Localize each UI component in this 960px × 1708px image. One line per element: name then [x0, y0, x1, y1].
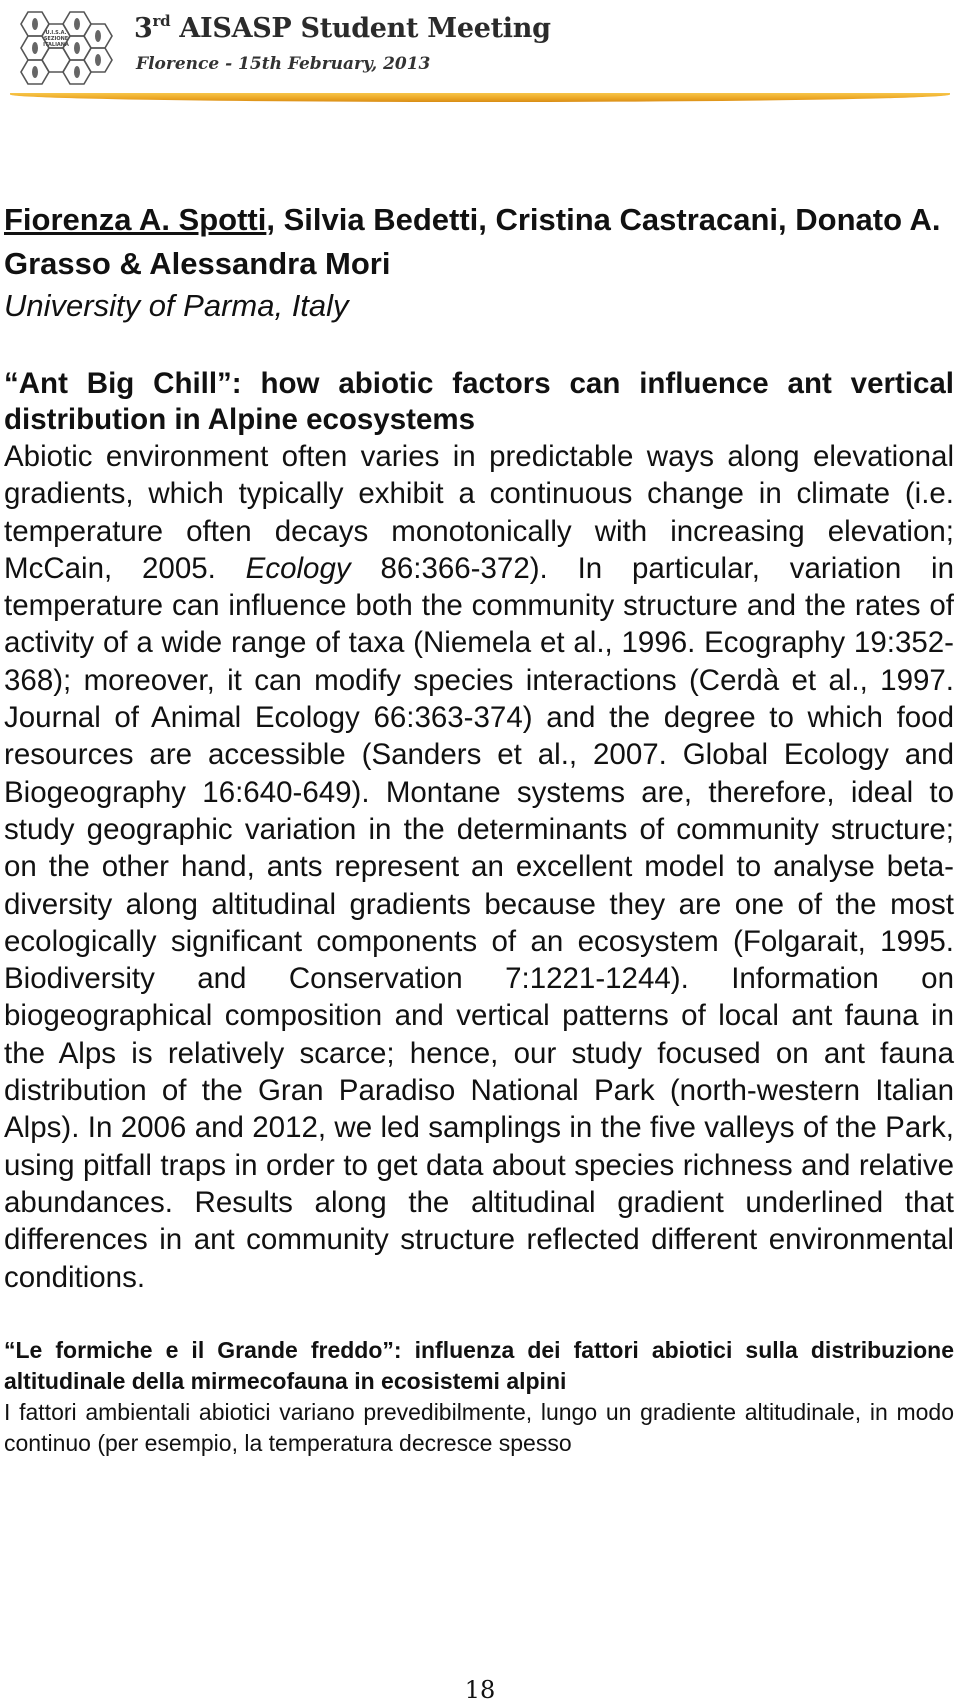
english-abstract: Abiotic environment often varies in predictable ways along elevational gradients, which typically exhibit a continuous change in climate (i.e. temperature often decays monotonically with increasing elevation; McCain, 2005. Ecology 86:366-372). In particular, variation in temperature can influence both the community structure and the rates of activity of a wide range of taxa (Niemela et al., 1996. Ecography 19:352-368); moreover, it can modify species interactions (Cerdà et al., 1997. Journal of Animal Ecology 66:363-374) and the degree to which food resources are accessible (Sanders et al., 2007. Global Ecology and Biogeography 16:640-649). Montane systems are, therefore, ideal to study geographic variation in the determinants of community structure; on the other hand, ants represent an excellent model to analyse beta-diversity along altitudinal gradients because they are one of the most ecologically significant components of an ecosystem (Folgarait, 1995. Biodiversity and Conservation 7:1221-1244). Information on biogeographical composition and vertical patterns of local ant fauna in the Alps is relatively scarce; hence, our study focused on ant fauna distribution of the Gran Paradiso National Park (north-western Italian Alps). In 2006 and 2012, we led samplings in the five valleys of the Park, using pitfall traps in order to get data about species richness and relative abundances. Results along the altitudinal gradient underlined that differences in ant community structure reflected different environmental conditions.	[4, 440, 955, 1294]
svg-text:SEZIONE: SEZIONE	[43, 36, 69, 42]
abstract	[4, 198, 954, 1459]
aisasp-logo-icon	[8, 8, 118, 94]
conference-date: Florence - 15th February, 2013	[136, 54, 431, 74]
conference-title: 3rd AISASP Student Meeting	[134, 12, 551, 44]
italian-abstract: I fattori ambientali abiotici variano prevedibilmente, lungo un gradiente altitudinale, in modo continuo (per esempio, la temperatura decresce spesso	[4, 1398, 954, 1456]
english-title: “Ant Big Chill”: how abiotic factors can influence ant vertical distribution in Alpine ecosystems	[4, 367, 954, 436]
page-header	[0, 0, 960, 110]
header-divider	[10, 93, 950, 102]
affiliation: University of Parma, Italy	[4, 288, 349, 323]
svg-text:U.I.S.A.: U.I.S.A.	[45, 30, 67, 36]
co-authors: , Silvia Bedetti, Cristina Castracani, Donato A. Grasso & Alessandra Mori	[4, 202, 941, 281]
presenting-author: Fiorenza A. Spotti	[4, 202, 267, 237]
journal-name: Ecology	[245, 551, 351, 585]
author-list	[4, 198, 954, 286]
page-number: 18	[464, 1676, 496, 1704]
svg-text:ITALIANA: ITALIANA	[43, 42, 69, 48]
italian-title: “Le formiche e il Grande freddo”: influenza dei fattori abiotici sulla distribuzione altitudinale della mirmecofauna in ecosistemi alpini	[4, 1336, 954, 1394]
